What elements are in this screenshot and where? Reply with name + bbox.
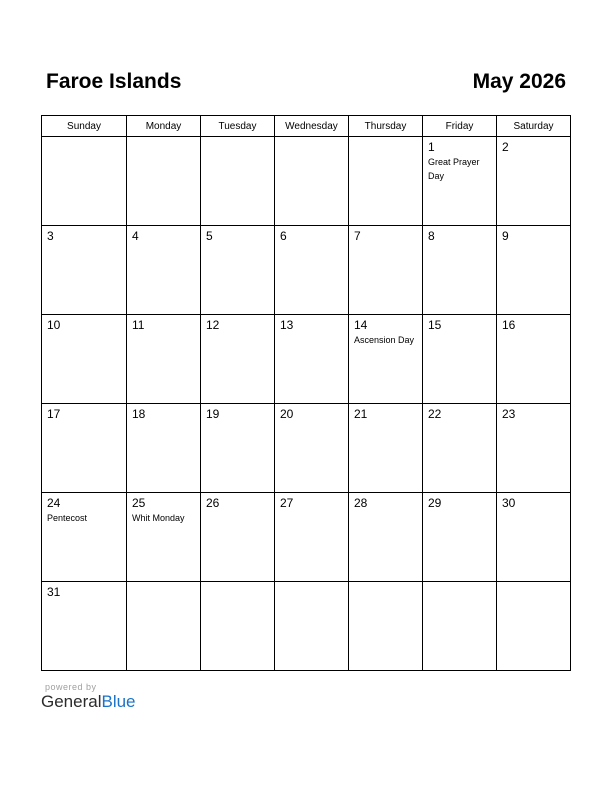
brand-footer [41, 682, 136, 712]
day-cell [275, 226, 349, 315]
day-cell [423, 582, 497, 671]
day-cell [349, 137, 423, 226]
day-cell [349, 582, 423, 671]
day-number [497, 582, 570, 586]
day-number: 12 [206, 318, 220, 332]
day-cell [349, 315, 423, 404]
day-number: 16 [502, 318, 516, 332]
day-cell [127, 226, 201, 315]
day-cell [423, 226, 497, 315]
day-cell [42, 226, 127, 315]
week-row [42, 582, 571, 671]
day-cell [127, 137, 201, 226]
day-number: 15 [428, 318, 442, 332]
month-calendar-grid [41, 115, 571, 671]
day-cell [127, 493, 201, 582]
day-number [275, 137, 348, 141]
day-number: 14 [354, 318, 368, 332]
calendar-header [46, 70, 566, 100]
weekday-header: Wednesday [275, 116, 349, 137]
month-year-title: May 2026 [472, 70, 566, 93]
day-cell [497, 226, 571, 315]
day-cell [275, 404, 349, 493]
day-number: 5 [206, 229, 213, 243]
week-row [42, 226, 571, 315]
holiday-label: Great Prayer Day [428, 157, 480, 181]
day-cell [42, 404, 127, 493]
weekday-header: Saturday [497, 116, 571, 137]
day-cell [349, 226, 423, 315]
day-cell [275, 137, 349, 226]
day-cell [497, 137, 571, 226]
weekday-header: Sunday [42, 116, 127, 137]
day-number: 26 [206, 496, 220, 510]
day-cell [497, 315, 571, 404]
day-number: 30 [502, 496, 516, 510]
day-number [349, 582, 422, 586]
day-cell [201, 315, 275, 404]
day-number [349, 137, 422, 141]
day-number [275, 582, 348, 586]
day-cell [201, 493, 275, 582]
day-number [42, 137, 126, 141]
day-cell [201, 137, 275, 226]
day-number: 24 [47, 496, 61, 510]
day-cell [201, 582, 275, 671]
day-number: 17 [47, 407, 61, 421]
day-cell [423, 315, 497, 404]
day-number: 23 [502, 407, 516, 421]
day-number: 9 [502, 229, 509, 243]
day-number: 28 [354, 496, 368, 510]
generalblue-logo[interactable] [41, 692, 136, 712]
day-cell [349, 404, 423, 493]
day-number: 18 [132, 407, 146, 421]
week-row [42, 493, 571, 582]
day-number: 2 [502, 140, 509, 154]
day-number: 20 [280, 407, 294, 421]
day-number: 29 [428, 496, 442, 510]
day-number: 3 [47, 229, 54, 243]
day-number [127, 582, 200, 586]
day-cell [275, 493, 349, 582]
week-row [42, 404, 571, 493]
weekday-header: Tuesday [201, 116, 275, 137]
day-cell [497, 582, 571, 671]
day-cell [42, 137, 127, 226]
day-cell [497, 404, 571, 493]
day-number: 21 [354, 407, 368, 421]
day-number: 13 [280, 318, 294, 332]
day-number [127, 137, 200, 141]
day-number: 25 [132, 496, 146, 510]
weekday-header-row [42, 116, 571, 137]
powered-by-label: powered by [45, 682, 97, 692]
day-number: 22 [428, 407, 442, 421]
day-number: 27 [280, 496, 294, 510]
day-cell [275, 582, 349, 671]
day-cell [275, 315, 349, 404]
day-number: 1 [428, 140, 435, 154]
day-number [201, 582, 274, 586]
day-cell [423, 493, 497, 582]
weekday-header: Friday [423, 116, 497, 137]
day-cell [201, 226, 275, 315]
day-cell [201, 404, 275, 493]
weekday-header: Thursday [349, 116, 423, 137]
day-number: 8 [428, 229, 435, 243]
holiday-label: Ascension Day [354, 335, 415, 345]
day-number: 31 [47, 585, 61, 599]
day-cell [127, 315, 201, 404]
day-number: 7 [354, 229, 361, 243]
day-cell [42, 315, 127, 404]
day-number: 10 [47, 318, 61, 332]
day-cell [349, 493, 423, 582]
logo-general-text: General [41, 692, 102, 711]
week-row [42, 137, 571, 226]
country-title: Faroe Islands [46, 70, 182, 93]
day-cell [42, 493, 127, 582]
day-cell [497, 493, 571, 582]
day-number [201, 137, 274, 141]
holiday-label: Whit Monday [132, 513, 185, 523]
day-number: 4 [132, 229, 139, 243]
day-number: 19 [206, 407, 220, 421]
day-cell [423, 137, 497, 226]
logo-blue-text: Blue [101, 692, 136, 711]
holiday-label: Pentecost [47, 513, 88, 523]
week-row [42, 315, 571, 404]
day-cell [423, 404, 497, 493]
day-number: 6 [280, 229, 287, 243]
weekday-header: Monday [127, 116, 201, 137]
day-cell [42, 582, 127, 671]
day-cell [127, 582, 201, 671]
day-number [423, 582, 496, 586]
day-cell [127, 404, 201, 493]
day-number: 11 [132, 318, 145, 332]
